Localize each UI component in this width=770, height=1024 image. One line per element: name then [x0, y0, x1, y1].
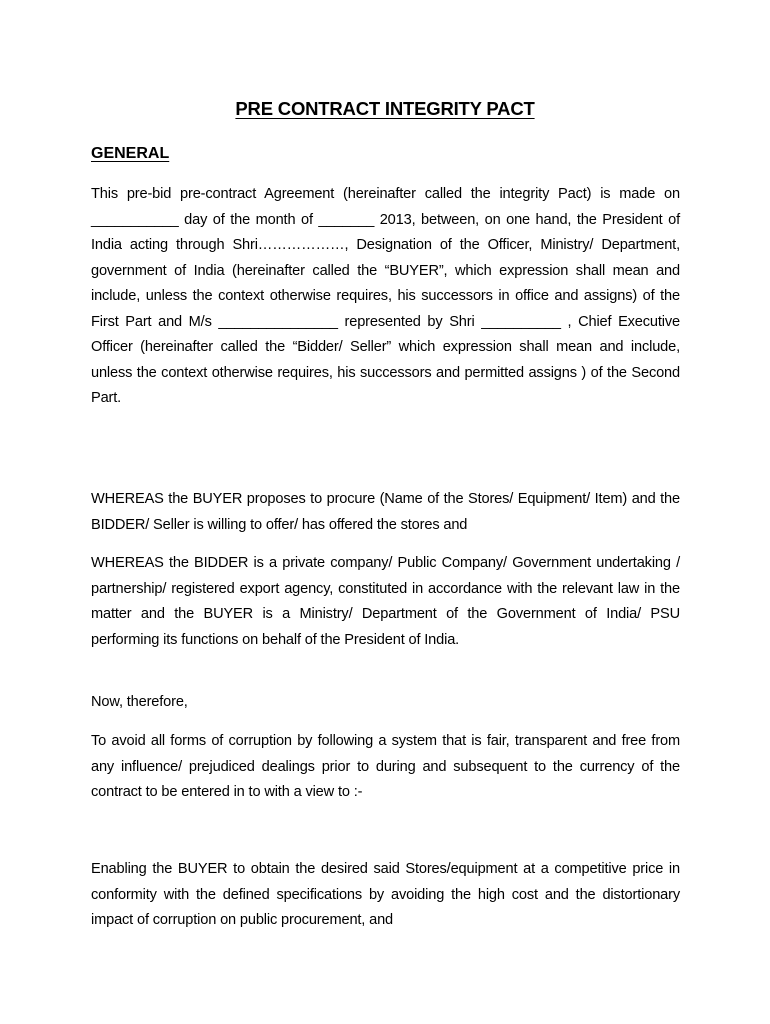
- paragraph-agreement-intro: This pre-bid pre-contract Agreement (hereinafter called the integrity Pact) is made on ___________ day of the month of _______ 2013, between, on one hand, the President of India acting through Shri………………, Designation of the Officer, Ministry/ Department, government of India (hereinafter called the “BUYER”, which expression shall mean and include, unless the context otherwise requires, his successors in office and assigns) of the First Part and M/s _______________ represented by Shri __________ , Chief Executive Officer (hereinafter called the “Bidder/ Seller” which expression shall mean and include, unless the context otherwise requires, his successors and permitted assigns ) of the Second Part.: [91, 186, 680, 406]
- document-title: PRE CONTRACT INTEGRITY PACT: [235, 98, 535, 119]
- paragraph-whereas-buyer: WHEREAS the BUYER proposes to procure (Name of the Stores/ Equipment/ Item) and the BIDDER/ Seller is willing to offer/ has offered the stores and: [91, 491, 680, 533]
- paragraph-avoid-corruption: To avoid all forms of corruption by following a system that is fair, transparent and free from any influence/ prejudiced dealings prior to during and subsequent to the currency of the contract to be entered in to with a view to :-: [91, 733, 680, 800]
- section-heading-general: GENERAL: [91, 145, 170, 162]
- paragraph-whereas-bidder: WHEREAS the BIDDER is a private company/ Public Company/ Government undertaking / partnership/ registered export agency, constituted in accordance with the relevant law in the matter and the BUYER is a Ministry/ Department of the Government of India/ PSU performing its functions on behalf of the President of India.: [91, 555, 680, 648]
- paragraph-enabling-buyer: Enabling the BUYER to obtain the desired said Stores/equipment at a competitive price in conformity with the defined specifications by avoiding the high cost and the distortionary impact of corruption on public procurement, and: [91, 861, 680, 928]
- paragraph-now-therefore: Now, therefore,: [91, 694, 188, 710]
